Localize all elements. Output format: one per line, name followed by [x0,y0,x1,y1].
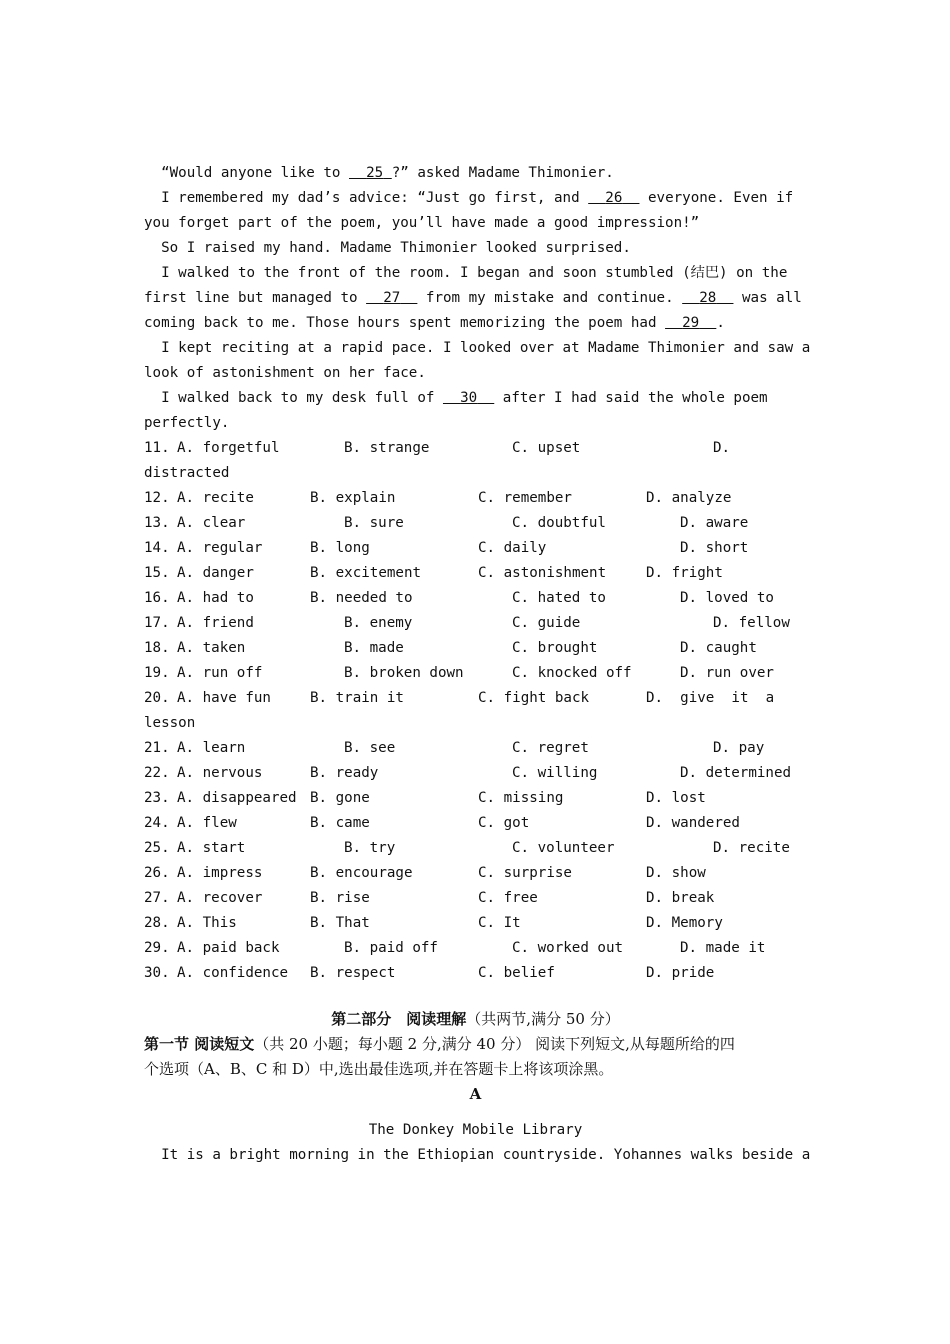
option-b: B. sure [344,515,404,531]
option-a: A. have fun [177,690,271,706]
option-d: D. Memory [646,915,723,931]
blank-26: 26 [605,190,623,206]
question-row [144,686,807,711]
option-a: A. friend [177,615,254,631]
option-b: B. long [310,540,370,556]
question-number: 21. [144,740,170,756]
question-number: 28. [144,915,170,931]
question-row [144,611,807,636]
option-d: D. caught [680,640,757,656]
option-a: A. forgetful [177,440,280,456]
question-number: 18. [144,640,170,656]
section-instruction: 第一节 阅读短文（共 20 小题；每小题 2 分,满分 40 分） 阅读下列短文,从每题所给的四 [144,1035,735,1053]
option-c: C. regret [512,740,589,756]
option-c: C. It [478,915,521,931]
option-b: B. enemy [344,615,413,631]
question-row [144,586,807,611]
option-c: C. belief [478,965,555,981]
option-b: B. excitement [310,565,422,581]
option-a: A. taken [177,640,246,656]
question-number: 14. [144,540,170,556]
option-d: D. fellow [713,615,790,631]
option-a: A. start [177,840,246,856]
option-d: D. break [646,890,715,906]
option-b: B. train it [310,690,404,706]
option-a: A. impress [177,865,263,881]
option-d: D. analyze [646,490,732,506]
option-a: A. paid back [177,940,280,956]
option-b: B. respect [310,965,396,981]
question-number: 19. [144,665,170,681]
option-a: A. disappeared [177,790,297,806]
option-b: B. strange [344,440,430,456]
option-b: B. see [344,740,396,756]
passage-line: I walked to the front of the room. I began and soon stumbled (结巴) on the [161,265,788,281]
question-number: 27. [144,890,170,906]
option-c: C. fight back [478,690,590,706]
question-number: 13. [144,515,170,531]
passage-line: you forget part of the poem, you’ll have made a good impression!” [144,215,700,231]
option-b: B. That [310,915,370,931]
question-row [144,861,807,886]
option-b: B. made [344,640,404,656]
option-b: B. rise [310,890,370,906]
blank-30: 30 [460,390,478,406]
option-a: A. learn [177,740,246,756]
passage-line: I walked back to my desk full of 30 after I had said the whole poem [161,390,768,406]
option-b: B. gone [310,790,370,806]
option-c: C. brought [512,640,598,656]
option-d: D. run over [680,665,774,681]
question-row [144,761,807,786]
question-row [144,436,807,461]
question-number: 17. [144,615,170,631]
option-a: A. clear [177,515,246,531]
question-number: 12. [144,490,170,506]
section-title: 第二部分 阅读理解（共两节,满分 50 分） [331,1010,620,1028]
option-c: C. hated to [512,590,606,606]
option-c: C. remember [478,490,572,506]
option-a: A. run off [177,665,263,681]
option-d: D. [713,440,731,456]
option-b: B. encourage [310,865,413,881]
passage-line: I remembered my dad’s advice: “Just go first, and 26 everyone. Even if [161,190,794,206]
question-row [144,886,807,911]
option-c: C. worked out [512,940,624,956]
option-d: D. lost [646,790,706,806]
article-line: It is a bright morning in the Ethiopian countryside. Yohannes walks beside a [161,1147,811,1163]
option-a: A. regular [177,540,263,556]
option-d: D. give it a [646,690,775,706]
question-number: 22. [144,765,170,781]
question-row [144,536,807,561]
passage-line: first line but managed to 27 from my mistake and continue. 28 was all [144,290,802,306]
part-label: A [469,1085,482,1103]
question-number: 24. [144,815,170,831]
question-row [144,511,807,536]
question-number: 23. [144,790,170,806]
option-c: C. daily [478,540,547,556]
question-number: 30. [144,965,170,981]
option-d: D. recite [713,840,790,856]
option-a: A. nervous [177,765,263,781]
option-b: B. broken down [344,665,464,681]
passage-line: I kept reciting at a rapid pace. I looked over at Madame Thimonier and saw a [161,340,811,356]
question-number: 15. [144,565,170,581]
question-row [144,561,807,586]
blank-28: 28 [699,290,717,306]
question-row [144,911,807,936]
option-b: B. ready [310,765,379,781]
passage-line: perfectly. [144,415,230,431]
option-d: D. pay [713,740,765,756]
option-d: D. loved to [680,590,774,606]
option-b: B. explain [310,490,396,506]
article-title: The Donkey Mobile Library [368,1122,583,1138]
question-row [144,811,807,836]
option-c: C. upset [512,440,581,456]
option-d: D. wandered [646,815,740,831]
option-b: B. try [344,840,396,856]
question-row [144,636,807,661]
option-wrap: distracted [144,465,230,481]
question-row [144,936,807,961]
question-number: 16. [144,590,170,606]
option-a: A. recover [177,890,263,906]
question-row [144,661,807,686]
question-row [144,736,807,761]
option-c: C. surprise [478,865,572,881]
option-c: C. got [478,815,530,831]
passage-line: So I raised my hand. Madame Thimonier looked surprised. [161,240,631,256]
option-a: A. This [177,915,237,931]
option-a: A. flew [177,815,237,831]
option-c: C. willing [512,765,598,781]
option-d: D. determined [680,765,792,781]
option-c: C. astonishment [478,565,607,581]
blank-27: 27 [383,290,401,306]
option-d: D. show [646,865,706,881]
option-a: A. danger [177,565,254,581]
question-number: 20. [144,690,170,706]
question-row [144,786,807,811]
passage-line: “Would anyone like to 25 ?” asked Madame Thimonier. [161,165,614,181]
option-c: C. guide [512,615,581,631]
question-number: 26. [144,865,170,881]
option-c: C. free [478,890,538,906]
option-b: B. paid off [344,940,438,956]
option-c: C. volunteer [512,840,615,856]
option-c: C. missing [478,790,564,806]
question-row [144,961,807,986]
section-instruction-line2: 个选项（A、B、C 和 D）中,选出最佳选项,并在答题卡上将该项涂黑。 [144,1060,614,1078]
question-row [144,836,807,861]
option-a: A. confidence [177,965,289,981]
option-wrap: lesson [144,715,196,731]
option-d: D. pride [646,965,715,981]
passage-line: coming back to me. Those hours spent memorizing the poem had 29 . [144,315,725,331]
option-a: A. had to [177,590,254,606]
option-b: B. needed to [310,590,413,606]
option-b: B. came [310,815,370,831]
blank-29: 29 [682,315,700,331]
question-number: 25. [144,840,170,856]
blank-25: 25 [366,165,384,181]
option-c: C. knocked off [512,665,632,681]
passage-line: look of astonishment on her face. [144,365,426,381]
question-row [144,486,807,511]
question-number: 29. [144,940,170,956]
option-d: D. short [680,540,749,556]
question-number: 11. [144,440,170,456]
option-a: A. recite [177,490,254,506]
option-c: C. doubtful [512,515,606,531]
option-d: D. fright [646,565,723,581]
option-d: D. aware [680,515,749,531]
option-d: D. made it [680,940,766,956]
